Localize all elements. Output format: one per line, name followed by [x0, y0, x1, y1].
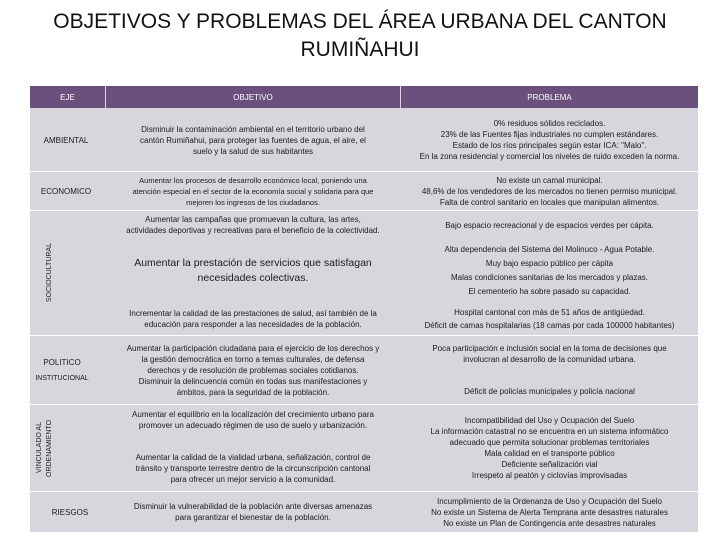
- problema-ambiental: 0% residuos sólidos reciclados. 23% de las Fuentes fijas industriales no cumplen estándares. Estado de los ríos principales según estar ICA: "Malo". En la zona residencial y comercial los niveles de ruido exceden la norma.: [419, 119, 680, 161]
- header-problema: PROBLEMA: [401, 86, 698, 108]
- eje-sociocultural: SOCIOCULTURAL: [46, 243, 53, 303]
- problema-salud: Hospital cantonal con más de 51 años de antigüedad. Déficit de camas hospitalarias (18 camas por cada 100000 habitantes): [424, 308, 675, 330]
- eje-politico-institucional: [30, 336, 94, 404]
- problema-economico: No existe un camal municipal. 48,6% de los vendedores de los mercados no tienen permiso municipal. Falta de control sanitario en locales que manipulan alimentos.: [421, 175, 678, 207]
- objetivo-vialidad: Aumentar la calidad de la vialidad urbana, señalización, control de tránsito y transporte terrestre dentro de la circunscripción cantonal para ofrecer un mejor servicio a la comunidad.: [135, 452, 371, 484]
- objetivo-cultura: Aumentar las campañas que promuevan la cultura, las artes, actividades deportivas y recreativas para el beneficio de la colectividad.: [126, 215, 380, 235]
- header-eje: EJE: [30, 86, 105, 108]
- objetivo-economico: Aumentar los procesos de desarrollo económico local, poniendo una atención especial en el sector de la economía social y solidaria para que mejoren los ingresos de los ciudadanos.: [132, 175, 374, 207]
- eje-ambiental: AMBIENTAL: [43, 135, 89, 145]
- header-objetivo: OBJETIVO: [106, 86, 400, 108]
- objectives-table: [30, 86, 698, 532]
- objetivo-politico: Aumentar la participación ciudadana para el ejercicio de los derechos y la gestión democrática en torno a temas culturales, de defensa derechos y de resolución de problemas sociales cotidianos. Disminuir la delincuencia común en todas sus manifestaciones y ámbitos, para la seguridad de la población.: [126, 343, 380, 397]
- problema-ordenamiento: Incompatibilidad del Uso y Ocupación del Suelo La información catastral no se encuentra en un sistema informático adecuado que permita solucionar problemas territoriales Mala calidad en el transporte público Deficiente señalización vial Irrespeto al peatón y ciclovías improvisadas: [430, 415, 669, 480]
- problema-seguridad: Déficit de policías municipales y policía nacional: [464, 386, 635, 396]
- problema-riesgos: Incumplimiento de la Ordenanza de Uso y Ocupación del Suelo No existe un Sistema de Alerta Temprana ante desastres naturales No existe un Plan de Contingencia ante desastres naturales: [431, 496, 668, 528]
- eje-politico: POLITICO: [43, 358, 81, 367]
- problema-servicios: Alta dependencia del Sistema del Molinuco - Agua Potable. Muy bajo espacio público per cápita Malas condiciones sanitarias de los mercados y plazas. El cementerio ha sobre pasado su capacidad.: [444, 245, 655, 296]
- problema-cultura: Bajo espacio recreacional y de espacios verdes per cápita.: [445, 220, 654, 230]
- objetivo-ambiental: Disminuir la contaminación ambiental en el territorio urbano del cantón Rumiñahui, para proteger las fuentes de agua, el aire, el suelo y la salud de sus habitantes: [140, 124, 366, 156]
- objetivo-uso-suelo: Aumentar el equilibrio en la localización del crecimiento urbano para promover un adecuado régimen de uso de suelo y urbanización.: [132, 410, 374, 430]
- eje-vinculado-al: VINCULADO AL: [36, 422, 43, 474]
- objetivo-servicios: Aumentar la prestación de servicios que satisfagan necesidades colectivas.: [134, 257, 372, 284]
- eje-economico: ECONOMICO: [40, 186, 92, 196]
- problema-politico: Poca participación e inclusión social en la toma de decisiones que involucran al desarrollo de la comunidad urbana.: [432, 344, 667, 364]
- page-title: OBJETIVOS Y PROBLEMAS DEL ÁREA URBANA DEL CANTON RUMIÑAHUI: [53, 10, 667, 61]
- eje-riesgos: RIESGOS: [51, 507, 89, 517]
- eje-institucional: INSTITUCIONAL: [35, 375, 89, 382]
- eje-ordenamiento: ORDENAMIENTO: [46, 419, 53, 477]
- objetivo-salud: Incrementar la calidad de las prestaciones de salud, así también de la educación para responder a las necesidades de la población.: [129, 309, 377, 329]
- objetivo-riesgos: Disminuir la vulnerabilidad de la población ante diversas amenazas para garantizar el bienestar de la población.: [133, 502, 373, 522]
